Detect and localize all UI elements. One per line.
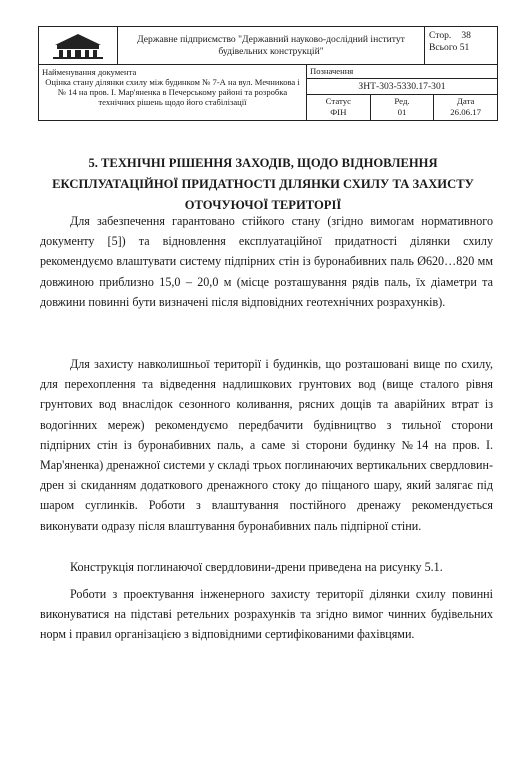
document-name-label: Найменування документа: [42, 67, 137, 77]
page-number: 38: [461, 30, 471, 41]
status-cell: [307, 95, 371, 120]
paragraph: [40, 584, 493, 645]
document-name-cell: [39, 65, 307, 120]
title-block: [38, 26, 498, 121]
status-value: ФІН: [330, 106, 347, 117]
paragraph: [40, 557, 493, 577]
section-title: 5. ТЕХНІЧНІ РІШЕННЯ ЗАХОДІВ, ЩОДО ВІДНОВЛЕННЯ ЕКСПЛУАТАЦІЙНОЇ ПРИДАТНОСТІ ДІЛЯНКИ СХИЛУ ТА ЗАХИСТУ ОТОЧУЮЧОЇ ТЕРИТОРІЇ: [52, 156, 474, 212]
designation-cell: [307, 65, 497, 120]
page-counter: [425, 27, 497, 64]
paragraph-text: Конструкція поглинаючої свердловини-дрени приведена на рисунку 5.1.: [70, 560, 443, 574]
paragraph-text: Роботи з проектування інженерного захисту території ділянки схилу повинні виконуватися на підставі ретельних розрахунків та згідно вимог чинних будівельних норм і правил організацією з відповідними сертифікованими фахівцями.: [40, 587, 493, 642]
total-label: Всього: [429, 41, 458, 53]
document-name: Оцінка стану ділянки схилу між будинком № 7-А на вул. Мечникова і № 14 на пров. І. Мар'яненка в Печерському районі та розробка технічних рішень щодо його стабілізації: [45, 77, 300, 108]
total-pages: 51: [459, 41, 470, 53]
status-label: Статус: [325, 96, 352, 106]
date-label: Дата: [456, 96, 475, 106]
institute-logo: [39, 27, 118, 64]
paragraph: [40, 211, 493, 312]
revision-label: Ред.: [394, 96, 410, 106]
designation-code: ЗНТ-303-5330.17-301: [307, 79, 497, 95]
paragraph-text: Для захисту навколишньої території і будинків, що розташовані вище по схилу, для перехоплення та відведення надлишкових грунтових вод (вище сталого рівня грунтових вод внаслідок сезонного коливання, рясних дощів та аварійних втрат із водогінних мереж) рекомендуємо передбачити будівництво з тильної сторони підпірних стін із буронабивних паль, а саме зі сторони будинку №14 на пров. І. Мар'яненка) дренажної системи у складі трьох поглинаючих вертикальних свердловин-дрен зі скиданням додаткового дренажного стоку до піщаного шару, який залягає під шаром суглинків. Роботи з влаштування постійного дренажу рекомендується виконувати одразу після влаштування буронабивних паль підпірної стіни.: [40, 357, 493, 533]
date-value: 26.06.17: [450, 106, 482, 117]
organization-name: Державне підприємство "Державний науково-дослідний інститут будівельних конструкцій": [118, 27, 425, 64]
revision-value: 01: [397, 106, 407, 117]
designation-label: Позначення: [307, 65, 497, 79]
revision-cell: [371, 95, 435, 120]
paragraph: [40, 354, 493, 536]
date-cell: [434, 95, 497, 120]
page-label: Стор.: [429, 30, 452, 41]
paragraph-text: Для забезпечення гарантовано стійкого стану (згідно вимогам нормативного документу [5]) та відновлення експлуатаційної придатності ділянки схилу рекомендуємо влаштувати систему підпірних стін із буронабивних паль Ø620…820 мм довжиною приблизно 15,0 – 20,0 м (місце розташування рядів паль, їх діаметри та довжини повинні бути визначені після відповідних геотехнічних розрахунків).: [40, 214, 493, 309]
institute-logo-icon: [47, 31, 109, 61]
